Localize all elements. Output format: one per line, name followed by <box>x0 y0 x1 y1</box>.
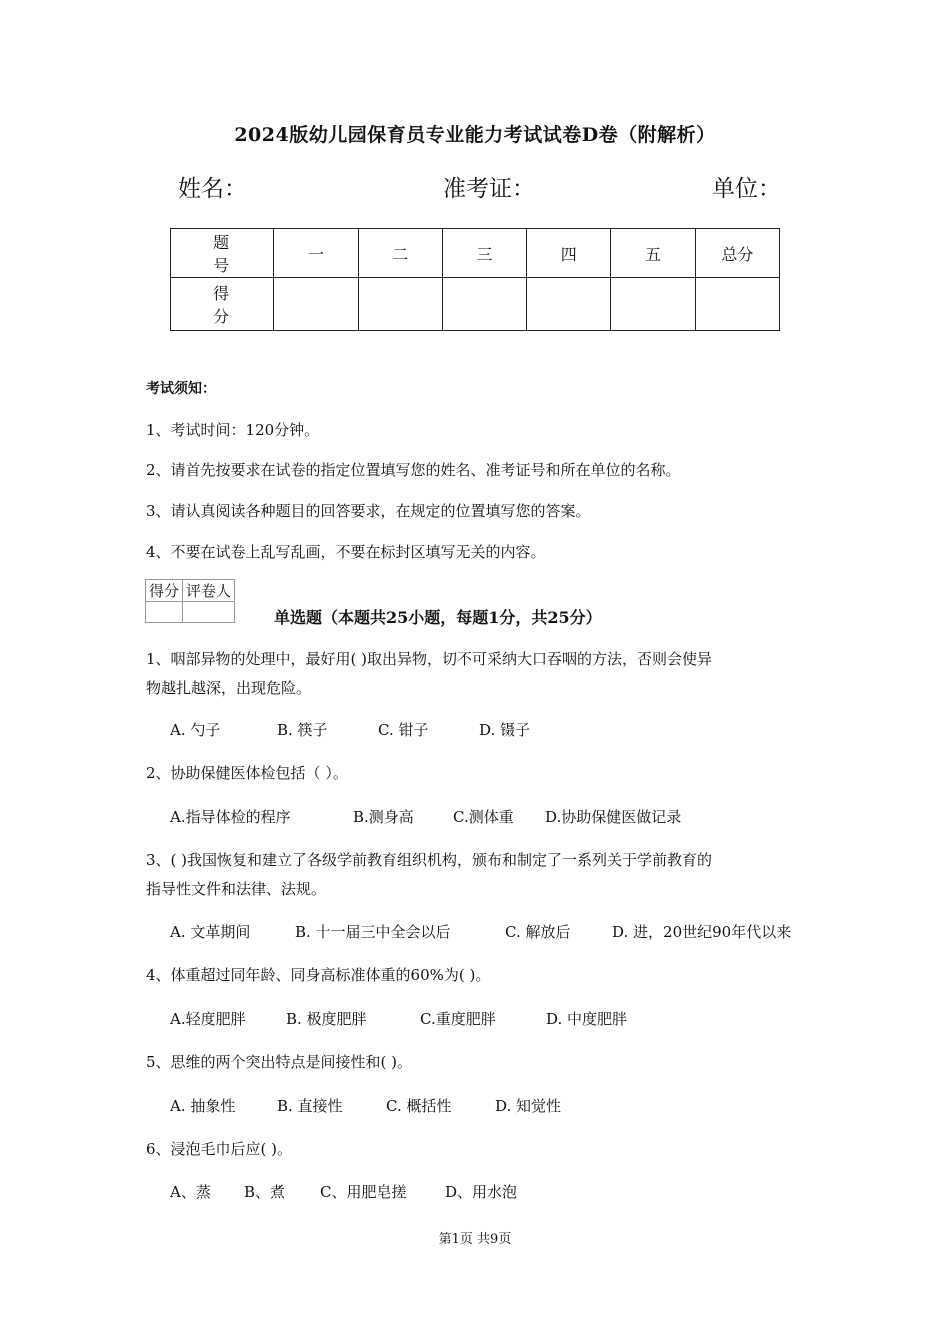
grader-reviewer-cell[interactable] <box>183 602 235 623</box>
name-field-label: 姓名： <box>178 176 247 202</box>
question-5-option-a[interactable]: A. 抽象性 <box>170 1097 236 1115</box>
grader-score-cell[interactable] <box>146 602 183 623</box>
question-6-option-a[interactable]: A、蒸 <box>170 1183 211 1201</box>
score-cell-total[interactable] <box>695 278 779 331</box>
score-table <box>170 228 780 331</box>
question-3-option-b[interactable]: B. 十一届三中全会以后 <box>295 923 451 941</box>
page-footer: 第1页 共9页 <box>438 1232 512 1247</box>
score-table-col-total: 总分 <box>695 229 779 278</box>
question-1-option-b[interactable]: B. 筷子 <box>277 721 328 739</box>
score-cell-5[interactable] <box>611 278 695 331</box>
score-cell-1[interactable] <box>274 278 358 331</box>
question-1-option-d[interactable]: D. 镊子 <box>479 721 531 739</box>
exam-id-field-label: 准考证： <box>443 176 535 202</box>
section-title: 单选题（本题共25小题，每题1分，共25分） <box>274 608 602 627</box>
notice-title: 考试须知： <box>146 381 216 397</box>
notice-item: 2、请首先按要求在试卷的指定位置填写您的姓名、准考证号和所在单位的名称。 <box>146 461 681 479</box>
unit-field-label: 单位： <box>712 176 781 202</box>
score-table-col-5: 五 <box>611 229 695 278</box>
score-table-col-4: 四 <box>527 229 611 278</box>
score-cell-3[interactable] <box>442 278 526 331</box>
question-2-text: 2、协助保健医体检包括（ ）。 <box>146 764 348 782</box>
question-1-text-cont: 物越扎越深，出现危险。 <box>146 679 312 697</box>
grader-box <box>145 579 235 623</box>
grader-reviewer-label: 评卷人 <box>183 580 235 602</box>
question-3-option-d[interactable]: D. 进，20世纪90年代以来 <box>612 923 792 941</box>
question-6-option-d[interactable]: D、用水泡 <box>445 1183 518 1201</box>
question-1-option-c[interactable]: C. 钳子 <box>378 721 429 739</box>
score-table-header-row <box>171 229 780 278</box>
score-table-col-3: 三 <box>442 229 526 278</box>
question-2-option-d[interactable]: D.协助保健医做记录 <box>545 808 682 826</box>
question-6-option-c[interactable]: C、用肥皂搓 <box>320 1183 407 1201</box>
question-2-option-c[interactable]: C.测体重 <box>453 808 514 826</box>
question-3-option-c[interactable]: C. 解放后 <box>505 923 571 941</box>
grader-score-label: 得分 <box>146 580 183 602</box>
question-3-option-a[interactable]: A. 文革期间 <box>170 923 251 941</box>
question-5-text: 5、思维的两个突出特点是间接性和( )。 <box>146 1053 413 1071</box>
question-4-option-c[interactable]: C.重度肥胖 <box>420 1010 496 1028</box>
question-3-text-cont: 指导性文件和法律、法规。 <box>146 880 327 898</box>
page-title: 2024版幼儿园保育员专业能力考试试卷D卷（附解析） <box>234 124 716 146</box>
notice-item: 4、不要在试卷上乱写乱画，不要在标封区填写无关的内容。 <box>146 543 546 561</box>
question-5-option-b[interactable]: B. 直接性 <box>277 1097 343 1115</box>
question-6-text: 6、浸泡毛巾后应( )。 <box>146 1140 293 1158</box>
question-2-option-b[interactable]: B.测身高 <box>353 808 414 826</box>
question-4-text: 4、体重超过同年龄、同身高标准体重的60%为( )。 <box>146 966 491 984</box>
question-4-option-b[interactable]: B. 极度肥胖 <box>286 1010 367 1028</box>
question-6-option-b[interactable]: B、煮 <box>244 1183 286 1201</box>
question-3-text: 3、( )我国恢复和建立了各级学前教育组织机构，颁布和制定了一系列关于学前教育的 <box>146 851 713 869</box>
score-table-score-row <box>171 278 780 331</box>
question-1-text: 1、咽部异物的处理中，最好用( )取出异物，切不可采纳大口吞咽的方法，否则会使异 <box>146 650 713 668</box>
question-5-option-c[interactable]: C. 概括性 <box>386 1097 452 1115</box>
question-5-option-d[interactable]: D. 知觉性 <box>495 1097 562 1115</box>
question-1-option-a[interactable]: A. 勺子 <box>170 721 221 739</box>
score-cell-2[interactable] <box>358 278 442 331</box>
score-table-col-1: 一 <box>274 229 358 278</box>
question-4-option-a[interactable]: A.轻度肥胖 <box>170 1010 246 1028</box>
score-cell-4[interactable] <box>527 278 611 331</box>
score-table-col-2: 二 <box>358 229 442 278</box>
question-2-option-a[interactable]: A.指导体检的程序 <box>170 808 291 826</box>
notice-item: 1、考试时间：120分钟。 <box>146 421 320 439</box>
score-table-row-label: 得 分 <box>171 278 274 331</box>
score-table-header-label: 题 号 <box>171 229 274 278</box>
question-4-option-d[interactable]: D. 中度肥胖 <box>546 1010 628 1028</box>
notice-item: 3、请认真阅读各种题目的回答要求，在规定的位置填写您的答案。 <box>146 502 591 520</box>
